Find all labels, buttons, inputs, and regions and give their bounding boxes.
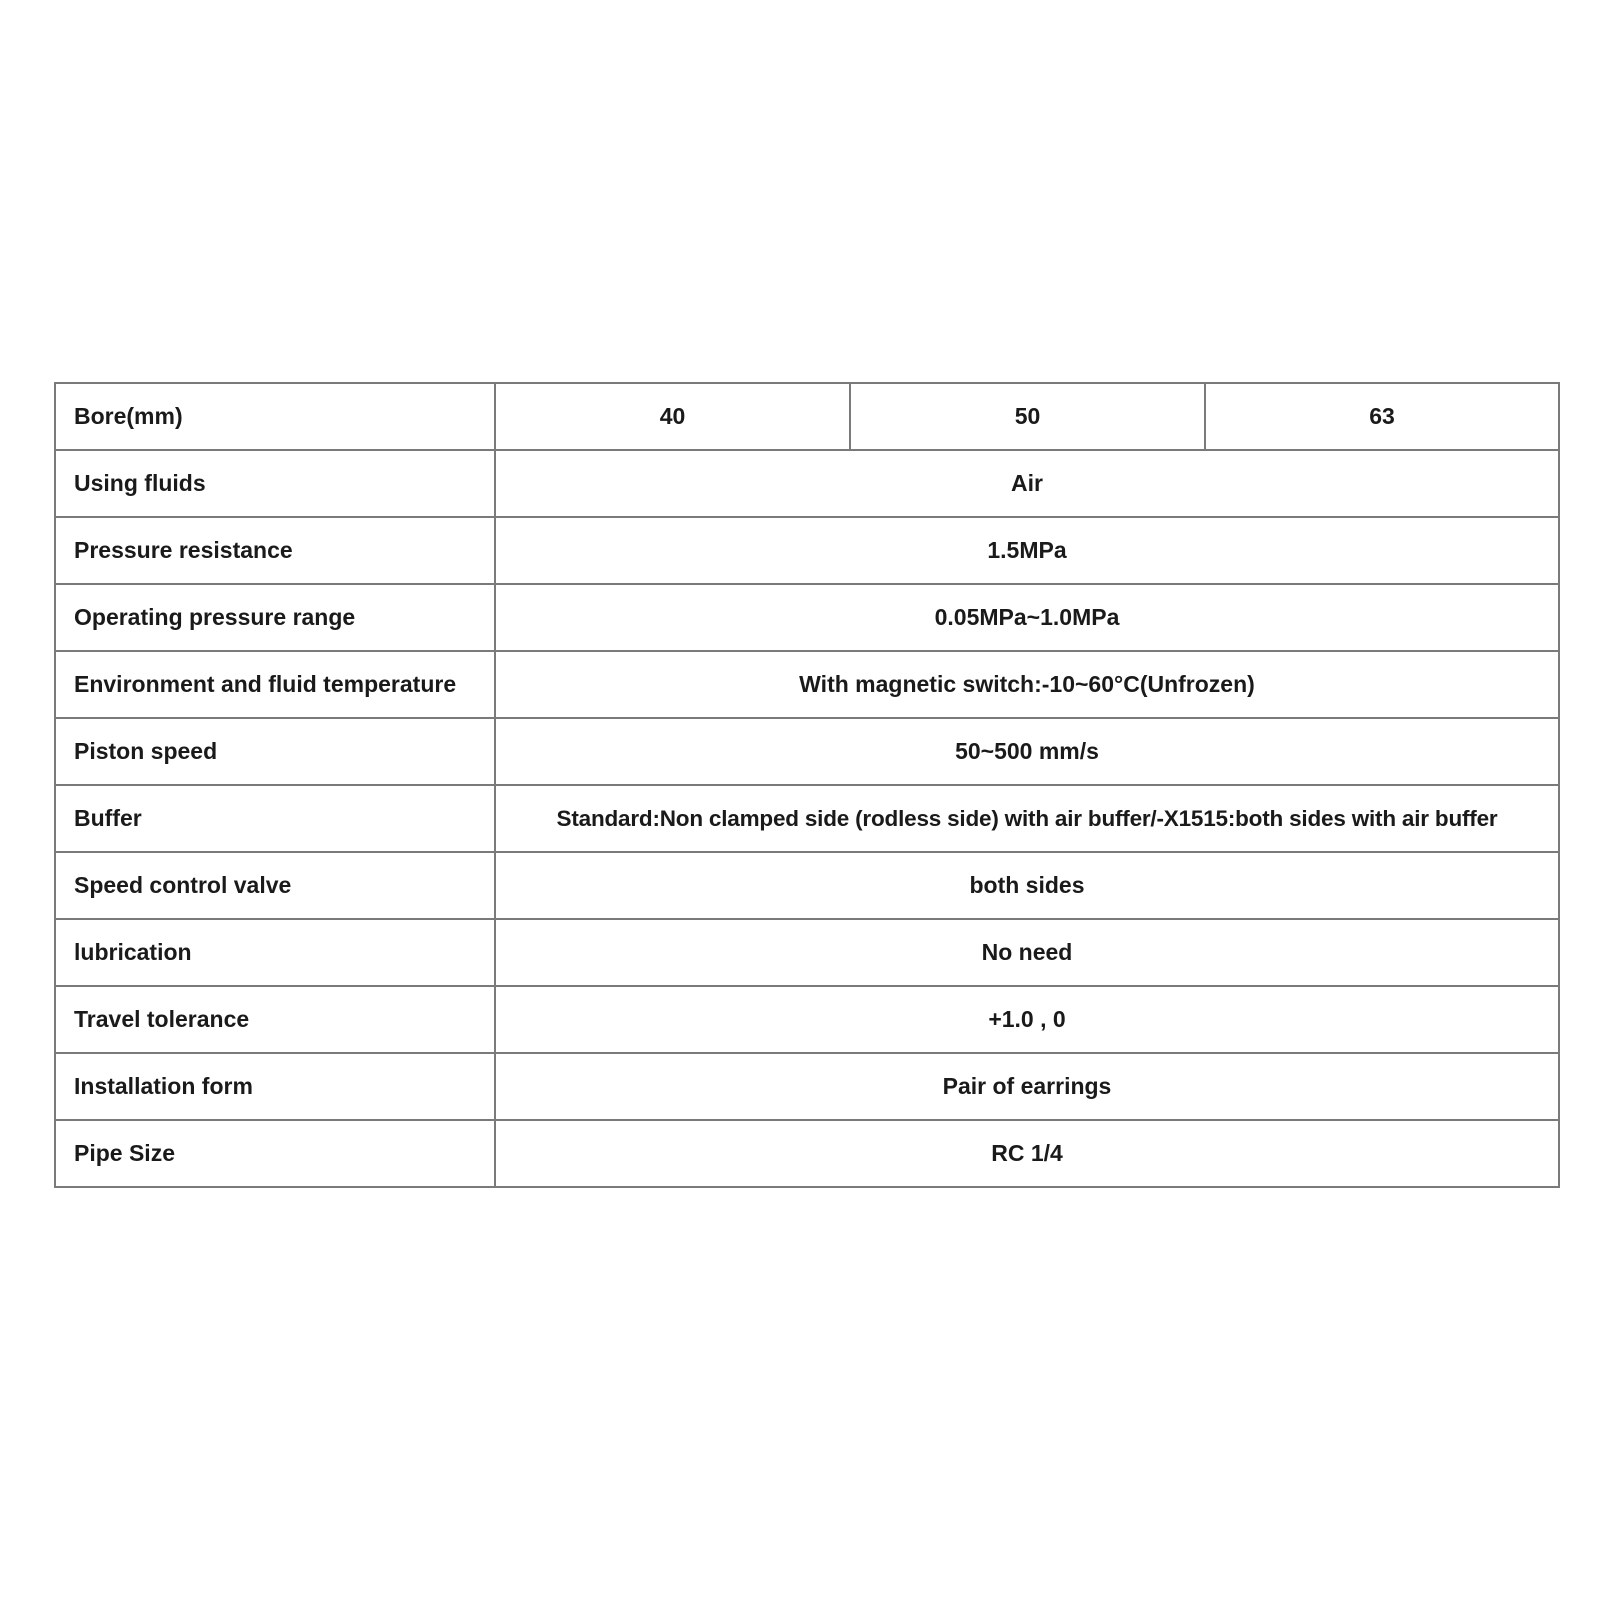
- row-value: 0.05MPa~1.0MPa: [495, 584, 1559, 651]
- row-label: Pipe Size: [55, 1120, 495, 1187]
- row-label: Piston speed: [55, 718, 495, 785]
- row-value: RC 1/4: [495, 1120, 1559, 1187]
- row-value: 50~500 mm/s: [495, 718, 1559, 785]
- row-value: Standard:Non clamped side (rodless side) with air buffer/-X1515:both sides with air buffer: [495, 785, 1559, 852]
- row-value: 1.5MPa: [495, 517, 1559, 584]
- table-row: [55, 852, 1559, 919]
- row-value: No need: [495, 919, 1559, 986]
- table-row: [55, 584, 1559, 651]
- row-value: With magnetic switch:-10~60°C(Unfrozen): [495, 651, 1559, 718]
- row-label: Pressure resistance: [55, 517, 495, 584]
- bore-50-cell: 50: [850, 383, 1205, 450]
- row-label: Installation form: [55, 1053, 495, 1120]
- row-label: Operating pressure range: [55, 584, 495, 651]
- row-label: Speed control valve: [55, 852, 495, 919]
- table-row: [55, 517, 1559, 584]
- row-value: +1.0 , 0: [495, 986, 1559, 1053]
- row-label: Buffer: [55, 785, 495, 852]
- row-value: Air: [495, 450, 1559, 517]
- bore-63-cell: 63: [1205, 383, 1559, 450]
- row-label: Environment and fluid temperature: [55, 651, 495, 718]
- table-row: [55, 785, 1559, 852]
- row-value: both sides: [495, 852, 1559, 919]
- table-row: [55, 651, 1559, 718]
- table-row: [55, 986, 1559, 1053]
- table-row: [55, 1053, 1559, 1120]
- row-label: Travel tolerance: [55, 986, 495, 1053]
- bore-40-cell: 40: [495, 383, 850, 450]
- table-row: [55, 450, 1559, 517]
- table-row: [55, 919, 1559, 986]
- table-header-row: [55, 383, 1559, 450]
- row-value: Pair of earrings: [495, 1053, 1559, 1120]
- row-label: lubrication: [55, 919, 495, 986]
- row-label: Using fluids: [55, 450, 495, 517]
- table-row: [55, 1120, 1559, 1187]
- spec-table: [54, 382, 1560, 1188]
- bore-label-cell: Bore(mm): [55, 383, 495, 450]
- table-row: [55, 718, 1559, 785]
